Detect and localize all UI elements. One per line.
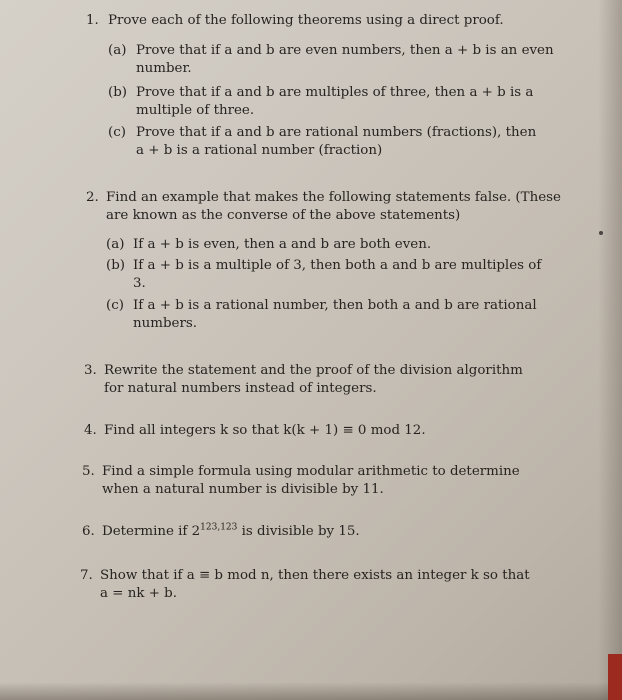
problem-1c-line-1: Prove that if a and b are rational numbers (fractions), then xyxy=(136,125,537,140)
problem-6-line xyxy=(102,523,360,540)
problem-6-text-after: is divisible by 15. xyxy=(237,524,360,539)
problem-2a-label: (a) xyxy=(106,237,125,252)
page-edge-shadow xyxy=(598,0,622,700)
problem-1b-line-1: Prove that if a and b are multiples of three, then a + b is a xyxy=(136,85,534,100)
problem-2c-line-1: If a + b is a rational number, then both a and b are rational xyxy=(133,298,537,313)
problem-1b-line-2: multiple of three. xyxy=(136,103,255,118)
problem-7-line-2: a = nk + b. xyxy=(100,586,178,601)
problem-1c-line-2: a + b is a rational number (fraction) xyxy=(136,143,383,158)
problem-2c-label: (c) xyxy=(106,298,124,313)
problem-1c-label: (c) xyxy=(108,125,126,140)
problem-2b-line-2: 3. xyxy=(133,276,146,291)
problem-2-line-1: Find an example that makes the following statements false. (These xyxy=(106,190,561,205)
problem-1a-line-1: Prove that if a and b are even numbers, then a + b is an even xyxy=(136,43,554,58)
problem-2a-line-1: If a + b is even, then a and b are both even. xyxy=(133,237,432,252)
problem-1a-line-2: number. xyxy=(136,61,192,76)
problem-5-line-1: Find a simple formula using modular arithmetic to determine xyxy=(102,464,520,479)
problem-2c-line-2: numbers. xyxy=(133,316,197,331)
problem-3-number: 3. xyxy=(84,363,97,378)
problem-7-line-1: Show that if a ≡ b mod n, then there exists an integer k so that xyxy=(100,568,530,583)
problem-2-line-2: are known as the converse of the above statements) xyxy=(106,208,461,223)
problem-4-line-1: Find all integers k so that k(k + 1) ≡ 0 mod 12. xyxy=(104,423,426,438)
problem-2-number: 2. xyxy=(86,190,99,205)
problem-1-text: Prove each of the following theorems using a direct proof. xyxy=(108,13,504,28)
ink-dot xyxy=(599,231,603,235)
bottom-edge-shadow xyxy=(0,682,622,700)
problem-4-number: 4. xyxy=(84,423,97,438)
problem-5-number: 5. xyxy=(82,464,95,479)
problem-2b-line-1: If a + b is a multiple of 3, then both a and b are multiples of xyxy=(133,258,542,273)
problem-5-line-2: when a natural number is divisible by 11. xyxy=(102,482,384,497)
problem-3-line-2: for natural numbers instead of integers. xyxy=(104,381,377,396)
problem-6-number: 6. xyxy=(82,524,95,539)
problem-3-line-1: Rewrite the statement and the proof of the division algorithm xyxy=(104,363,523,378)
problem-1b-label: (b) xyxy=(108,85,128,100)
red-object-edge xyxy=(608,654,622,700)
problem-7-number: 7. xyxy=(80,568,93,583)
problem-6-text-before: Determine if 2 xyxy=(102,524,201,539)
problem-1a-label: (a) xyxy=(108,43,127,58)
problem-2b-label: (b) xyxy=(106,258,126,273)
problem-1-number: 1. xyxy=(86,13,99,28)
problem-6-exponent: 123,123 xyxy=(200,522,238,533)
